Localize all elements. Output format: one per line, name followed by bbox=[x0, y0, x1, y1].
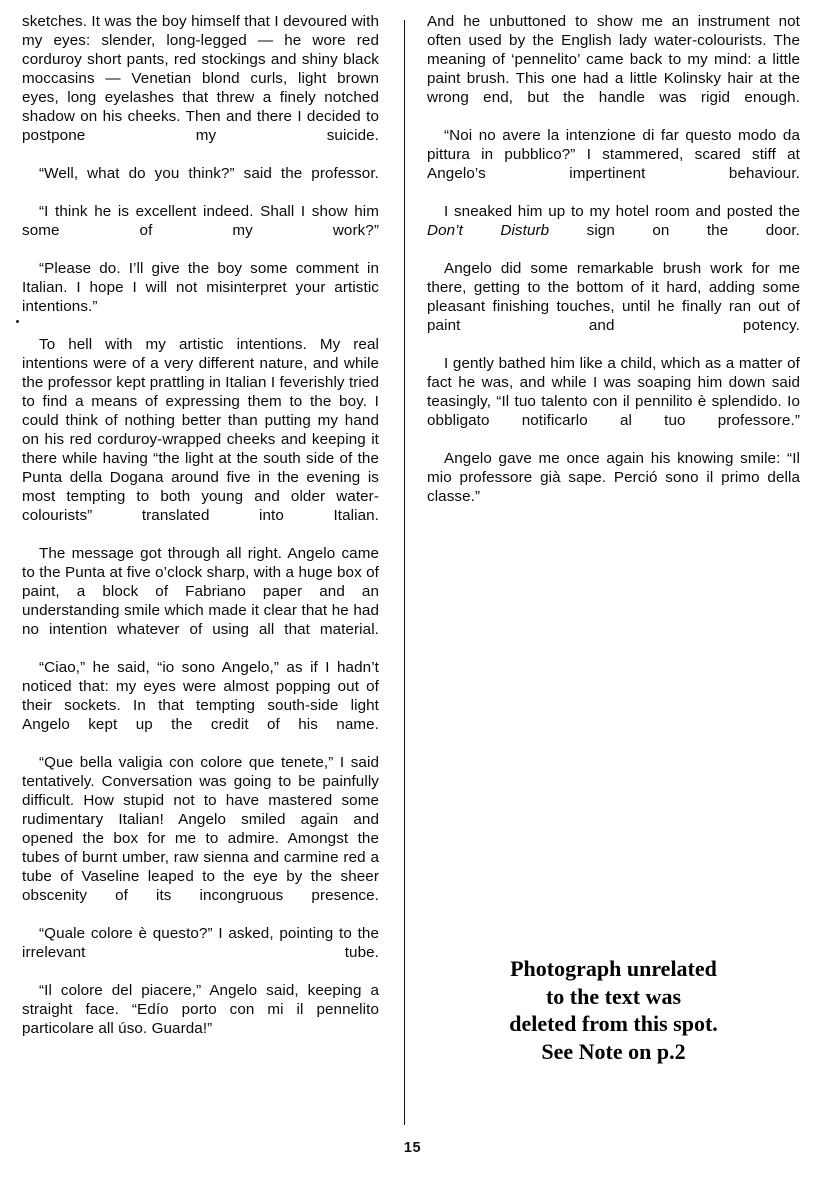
photo-removal-note-line: to the text was bbox=[545, 983, 682, 1009]
italic-phrase: Don’t Disturb bbox=[427, 222, 550, 239]
paragraph: I gently bathed him like a child, which as a matter of fact he was, and while I was soaping him down said teasingly, “Il tuo talento con il pennilito è splendido. Io obbligato notificarlo al tuo professore.” bbox=[427, 355, 800, 429]
paragraph: “Quale colore è questo?” I asked, pointing to the irrelevant tube. bbox=[22, 925, 379, 961]
photo-removal-note-line: deleted from this spot. bbox=[509, 1011, 718, 1036]
photo-removal-note bbox=[427, 955, 800, 1065]
photo-removal-note-line: See Note on p.2 bbox=[541, 1038, 686, 1064]
paragraph: “Please do. I’ll give the boy some comment in Italian. I hope I will not misinterpret your artistic intentions.” bbox=[22, 260, 379, 315]
paragraph: “Well, what do you think?” said the professor. bbox=[39, 165, 379, 182]
paragraph: I sneaked him up to my hotel room and posted the Don’t Disturb sign on the door. bbox=[427, 203, 800, 239]
paragraph: Angelo gave me once again his knowing smile: “Il mio professore già sape. Perció sono il primo della classe.” bbox=[427, 450, 800, 505]
paragraph: sketches. It was the boy himself that I devoured with my eyes: slender, long-legged — he wore red corduroy short pants, red stockings and shiny black moccasins — Venetian blond curls, light brown eyes, long eyelashes that threw a finely notched shadow on his cheeks. Then and there I decided to postpone my suicide. bbox=[22, 13, 379, 144]
paragraph: The message got through all right. Angelo came to the Punta at five o’clock sharp, with a huge box of paint, a block of Fabriano paper and an understanding smile which made it clear that he had no intention whatever of using all that material. bbox=[22, 545, 379, 638]
body-text-column-right bbox=[427, 12, 800, 506]
body-text-column-left bbox=[22, 12, 379, 1038]
paragraph: “Que bella valigia con colore que tenete,” I said tentatively. Conversation was going to be painfully difficult. How stupid not to have mastered some rudimentary Italian! Angelo smiled again and opened the box for me to admire. Amongst the tubes of burnt umber, raw sienna and carmine red a tube of Vaseline leaped to the eye by the sheer obscenity of its incongruous presence. bbox=[22, 754, 379, 904]
paragraph: And he unbuttoned to show me an instrument not often used by the English lady water-colourists. The meaning of ‘pennelito’ came back to my mind: a little paint brush. This one had a little Kolinsky hair at the wrong end, but the handle was rigid enough. bbox=[427, 13, 800, 106]
paragraph: “Ciao,” he said, “io sono Angelo,” as if I hadn’t noticed that: my eyes were almost popping out of their sockets. In that tempting south-side light Angelo kept up the credit of his name. bbox=[22, 659, 379, 733]
paragraph: “Noi no avere la intenzione di far questo modo da pittura in pubblico?” I stammered, scared stiff at Angelo’s impertinent behaviour. bbox=[427, 127, 800, 182]
paragraph: Angelo did some remarkable brush work for me there, getting to the bottom of it hard, adding some pleasant finishing touches, until he finally ran out of paint and potency. bbox=[427, 260, 800, 334]
page-number: 15 bbox=[403, 1140, 422, 1156]
column-divider-rule bbox=[404, 20, 405, 1125]
photo-removal-note-line: Photograph unrelated bbox=[510, 956, 717, 981]
paragraph: “Il colore del piacere,” Angelo said, keeping a straight face. “Edío porto con mi il pennelito particolare all úso. Guarda!” bbox=[22, 982, 379, 1037]
scan-speck-artifact bbox=[16, 320, 19, 323]
paragraph: “I think he is excellent indeed. Shall I show him some of my work?” bbox=[22, 203, 379, 239]
paragraph: To hell with my artistic intentions. My real intentions were of a very different nature, and while the professor kept prattling in Italian I feverishly tried to find a means of expressing them to the boy. I could think of nothing better than putting my hand on his red corduroy-wrapped cheeks and keeping it there while having “the light at the south side of the Punta della Dogana around five in the evening is most tempting to both young and older water-colourists” translated into Italian. bbox=[22, 336, 379, 524]
